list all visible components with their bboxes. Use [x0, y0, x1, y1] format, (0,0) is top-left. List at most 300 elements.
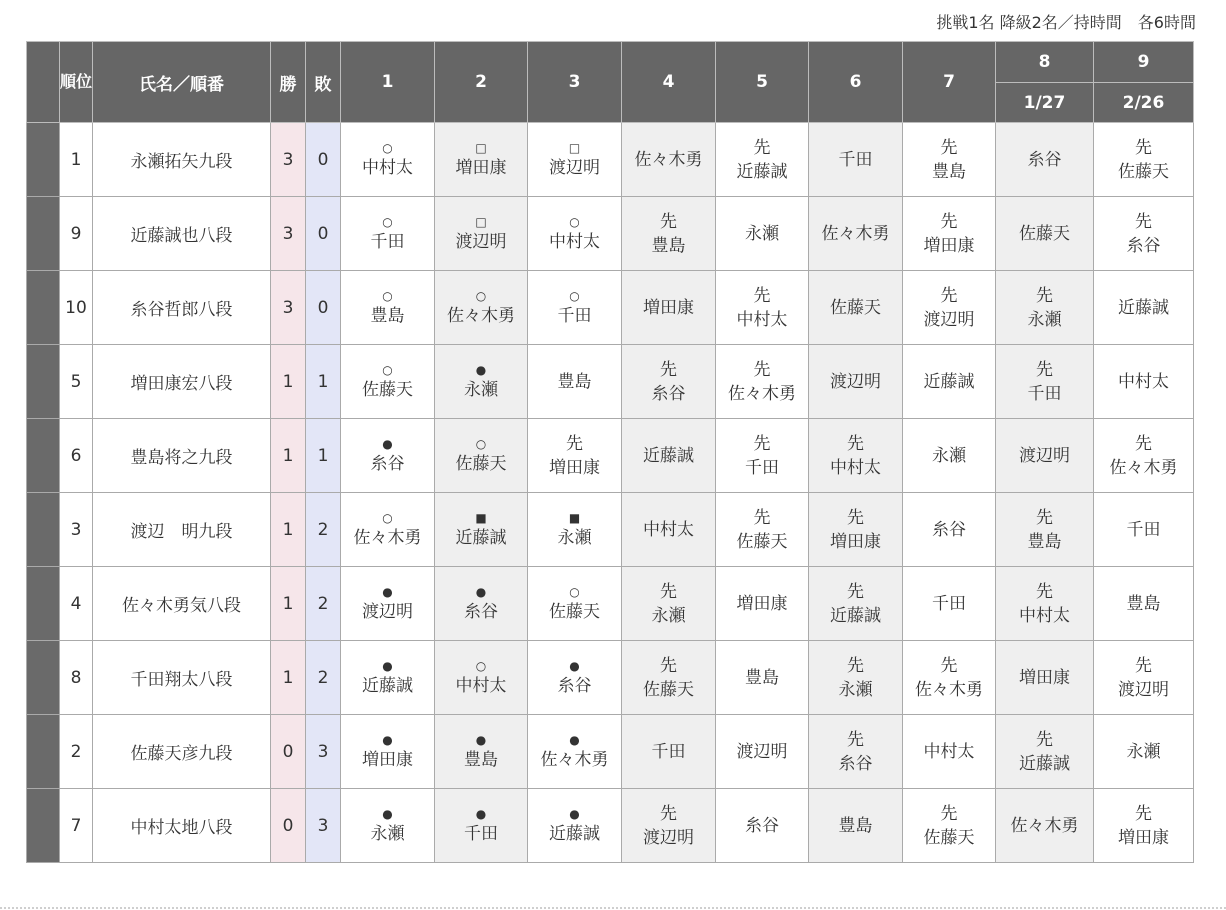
losses-cell: 1 — [306, 345, 341, 419]
game-cell — [716, 271, 809, 345]
first-move-marker: 先 — [940, 211, 958, 232]
game-cell — [716, 197, 809, 271]
game-cell — [528, 123, 622, 197]
losses-cell: 1 — [306, 419, 341, 493]
game-cell — [996, 419, 1094, 493]
game-cell — [1094, 493, 1194, 567]
first-move-marker: 先 — [660, 211, 677, 232]
game-cell — [435, 271, 528, 345]
opponent-name: 佐藤天 — [830, 297, 881, 318]
table-row — [27, 567, 1194, 641]
game-cell — [716, 789, 809, 863]
header-round-9: 9 — [1094, 42, 1194, 83]
game-cell — [1094, 567, 1194, 641]
result-symbol: ● — [475, 362, 487, 377]
row-marker — [27, 419, 60, 493]
wins-cell: 0 — [271, 789, 306, 863]
player-name: 渡辺 明九段 — [93, 493, 271, 567]
opponent-name: 千田 — [932, 593, 966, 614]
first-move-marker: 先 — [847, 655, 864, 676]
player-name: 千田翔太八段 — [93, 641, 271, 715]
game-cell — [716, 493, 809, 567]
game-cell — [341, 715, 435, 789]
opponent-name: 渡辺明 — [736, 741, 788, 762]
opponent-name: 永瀬 — [838, 679, 873, 700]
footer-divider — [0, 907, 1226, 909]
result-symbol: ● — [382, 436, 393, 451]
game-cell — [341, 789, 435, 863]
opponent-name: 近藤誠 — [736, 161, 788, 182]
game-cell — [809, 345, 903, 419]
table-row — [27, 493, 1194, 567]
row-marker — [27, 123, 60, 197]
opponent-name: 豊島 — [745, 667, 779, 688]
result-symbol: ● — [382, 658, 393, 673]
opponent-name: 豊島 — [1027, 531, 1062, 552]
game-cell — [341, 345, 435, 419]
result-symbol: ● — [475, 584, 487, 599]
game-cell — [809, 197, 903, 271]
game-cell — [903, 197, 996, 271]
row-marker — [27, 789, 60, 863]
header-round-7: 7 — [903, 42, 996, 123]
wins-cell: 1 — [271, 419, 306, 493]
opponent-name: 糸谷 — [838, 753, 873, 774]
rank-cell: 1 — [60, 123, 93, 197]
opponent-name: 佐々木勇 — [540, 749, 609, 770]
opponent-name: 近藤誠 — [455, 527, 507, 548]
result-symbol: ● — [382, 584, 393, 599]
opponent-name: 増田康 — [830, 531, 881, 552]
game-cell — [1094, 789, 1194, 863]
opponent-name: 豊島 — [1126, 593, 1161, 614]
first-move-marker: 先 — [940, 285, 958, 306]
first-move-marker: 先 — [1036, 729, 1053, 750]
game-cell — [622, 493, 716, 567]
first-move-marker: 先 — [660, 359, 677, 380]
game-cell — [341, 271, 435, 345]
opponent-name: 佐々木勇 — [634, 149, 703, 170]
wins-cell: 1 — [271, 641, 306, 715]
result-symbol: ■ — [568, 510, 581, 525]
opponent-name: 佐藤天 — [1118, 161, 1169, 182]
table-row — [27, 271, 1194, 345]
wins-cell: 3 — [271, 123, 306, 197]
game-cell — [435, 493, 528, 567]
result-symbol: ○ — [382, 140, 393, 155]
table-row — [27, 715, 1194, 789]
opponent-name: 糸谷 — [651, 383, 686, 404]
opponent-name: 中村太 — [549, 231, 600, 252]
result-symbol: ○ — [569, 214, 580, 229]
game-cell — [996, 493, 1094, 567]
game-cell — [341, 197, 435, 271]
game-cell — [809, 271, 903, 345]
result-symbol: ○ — [475, 288, 487, 303]
game-cell — [809, 493, 903, 567]
opponent-name: 永瀬 — [651, 605, 686, 626]
player-name: 佐々木勇気八段 — [93, 567, 271, 641]
opponent-name: 佐々木勇 — [1010, 815, 1079, 836]
opponent-name: 糸谷 — [464, 601, 498, 622]
opponent-name: 豊島 — [464, 749, 498, 770]
first-move-marker: 先 — [1135, 211, 1152, 232]
game-cell — [809, 641, 903, 715]
game-cell — [435, 567, 528, 641]
opponent-name: 千田 — [1027, 383, 1062, 404]
header-round-6: 6 — [809, 42, 903, 123]
opponent-name: 千田 — [838, 149, 873, 170]
opponent-name: 増田康 — [1019, 667, 1070, 688]
first-move-marker: 先 — [660, 803, 677, 824]
opponent-name: 中村太 — [830, 457, 881, 478]
opponent-name: 糸谷 — [745, 815, 779, 836]
game-cell — [528, 419, 622, 493]
game-cell — [622, 123, 716, 197]
first-move-marker: 先 — [1135, 655, 1152, 676]
table-row — [27, 419, 1194, 493]
game-cell — [1094, 345, 1194, 419]
game-cell — [809, 789, 903, 863]
opponent-name: 永瀬 — [932, 445, 966, 466]
game-cell — [435, 789, 528, 863]
result-symbol: ● — [569, 732, 580, 747]
game-cell — [528, 345, 622, 419]
result-symbol: ● — [382, 732, 393, 747]
opponent-name: 佐藤天 — [1019, 223, 1070, 244]
game-cell — [716, 641, 809, 715]
game-cell — [1094, 271, 1194, 345]
game-cell — [435, 123, 528, 197]
game-cell — [1094, 419, 1194, 493]
opponent-name: 佐藤天 — [736, 531, 788, 552]
header-rank: 順位 — [60, 42, 93, 123]
result-symbol: □ — [568, 140, 581, 155]
game-cell — [622, 197, 716, 271]
first-move-marker: 先 — [847, 729, 864, 750]
table-row — [27, 641, 1194, 715]
losses-cell: 2 — [306, 641, 341, 715]
header-losses: 敗 — [306, 42, 341, 123]
first-move-marker: 先 — [940, 137, 958, 158]
result-symbol: ○ — [569, 288, 580, 303]
opponent-name: 増田康 — [736, 593, 788, 614]
game-cell — [435, 419, 528, 493]
rank-cell: 9 — [60, 197, 93, 271]
losses-cell: 2 — [306, 567, 341, 641]
header-wins: 勝 — [271, 42, 306, 123]
table-row — [27, 123, 1194, 197]
game-cell — [528, 715, 622, 789]
game-cell — [435, 715, 528, 789]
opponent-name: 近藤誠 — [549, 823, 600, 844]
first-move-marker: 先 — [1135, 803, 1152, 824]
opponent-name: 永瀬 — [370, 823, 405, 844]
player-name: 佐藤天彦九段 — [93, 715, 271, 789]
row-marker — [27, 345, 60, 419]
rank-cell: 10 — [60, 271, 93, 345]
opponent-name: 近藤誠 — [830, 605, 881, 626]
result-symbol: ○ — [569, 584, 580, 599]
game-cell — [903, 345, 996, 419]
opponent-name: 佐藤天 — [362, 379, 413, 400]
wins-cell: 3 — [271, 197, 306, 271]
game-cell — [996, 271, 1094, 345]
result-symbol: ○ — [382, 288, 393, 303]
opponent-name: 中村太 — [1019, 605, 1070, 626]
first-move-marker: 先 — [847, 507, 864, 528]
opponent-name: 糸谷 — [370, 453, 405, 474]
game-cell — [903, 641, 996, 715]
row-marker — [27, 567, 60, 641]
header-round-1: 1 — [341, 42, 435, 123]
wins-cell: 0 — [271, 715, 306, 789]
game-cell — [903, 123, 996, 197]
game-cell — [716, 123, 809, 197]
opponent-name: 千田 — [464, 823, 498, 844]
first-move-marker: 先 — [753, 137, 771, 158]
game-cell — [341, 567, 435, 641]
opponent-name: 豊島 — [932, 161, 966, 182]
player-name: 中村太地八段 — [93, 789, 271, 863]
player-name: 糸谷哲郎八段 — [93, 271, 271, 345]
game-cell — [622, 567, 716, 641]
wins-cell: 1 — [271, 567, 306, 641]
game-cell — [996, 789, 1094, 863]
first-move-marker: 先 — [1135, 433, 1152, 454]
game-cell — [341, 493, 435, 567]
player-name: 増田康宏八段 — [93, 345, 271, 419]
opponent-name: 中村太 — [1118, 371, 1169, 392]
opponent-name: 千田 — [745, 457, 779, 478]
result-symbol: ● — [569, 658, 580, 673]
game-cell — [809, 123, 903, 197]
game-cell — [716, 419, 809, 493]
result-symbol: □ — [475, 214, 487, 229]
header-round-2: 2 — [435, 42, 528, 123]
opponent-name: 佐藤天 — [923, 827, 975, 848]
opponent-name: 糸谷 — [932, 519, 966, 540]
row-marker — [27, 641, 60, 715]
opponent-name: 佐藤天 — [643, 679, 694, 700]
first-move-marker: 先 — [753, 507, 771, 528]
game-cell — [341, 419, 435, 493]
losses-cell: 0 — [306, 197, 341, 271]
result-symbol: ○ — [382, 510, 393, 525]
result-symbol: ○ — [475, 436, 487, 451]
losses-cell: 2 — [306, 493, 341, 567]
row-marker — [27, 271, 60, 345]
game-cell — [1094, 715, 1194, 789]
game-cell — [716, 567, 809, 641]
opponent-name: 中村太 — [736, 309, 788, 330]
game-cell — [809, 419, 903, 493]
opponent-name: 中村太 — [643, 519, 694, 540]
opponent-name: 増田康 — [549, 457, 600, 478]
opponent-name: 佐々木勇 — [353, 527, 422, 548]
game-cell — [1094, 197, 1194, 271]
game-cell — [996, 715, 1094, 789]
opponent-name: 豊島 — [557, 371, 592, 392]
game-cell — [435, 345, 528, 419]
header-mark — [27, 42, 60, 123]
opponent-name: 増田康 — [643, 297, 694, 318]
losses-cell: 3 — [306, 789, 341, 863]
game-cell — [528, 789, 622, 863]
first-move-marker: 先 — [660, 655, 677, 676]
game-cell — [996, 123, 1094, 197]
opponent-name: 佐々木勇 — [447, 305, 515, 326]
game-cell — [622, 419, 716, 493]
opponent-name: 近藤誠 — [643, 445, 694, 466]
first-move-marker: 先 — [847, 581, 864, 602]
game-cell — [528, 493, 622, 567]
rank-cell: 6 — [60, 419, 93, 493]
league-table — [26, 41, 1194, 863]
losses-cell: 3 — [306, 715, 341, 789]
league-caption: 挑戦1名 降級2名／持時間 各6時間 — [936, 13, 1196, 32]
game-cell — [996, 345, 1094, 419]
opponent-name: 佐藤天 — [549, 601, 600, 622]
table-row — [27, 345, 1194, 419]
wins-cell: 1 — [271, 493, 306, 567]
game-cell — [903, 493, 996, 567]
opponent-name: 豊島 — [370, 305, 405, 326]
player-name: 近藤誠也八段 — [93, 197, 271, 271]
first-move-marker: 先 — [566, 433, 583, 454]
opponent-name: 渡辺明 — [923, 309, 975, 330]
opponent-name: 増田康 — [1118, 827, 1169, 848]
first-move-marker: 先 — [1036, 507, 1053, 528]
result-symbol: ● — [475, 806, 487, 821]
game-cell — [528, 567, 622, 641]
opponent-name: 中村太 — [455, 675, 507, 696]
opponent-name: 千田 — [651, 741, 686, 762]
game-cell — [996, 641, 1094, 715]
game-cell — [528, 641, 622, 715]
row-marker — [27, 197, 60, 271]
opponent-name: 近藤誠 — [1118, 297, 1169, 318]
opponent-name: 増田康 — [923, 235, 975, 256]
first-move-marker: 先 — [1036, 285, 1053, 306]
opponent-name: 豊島 — [838, 815, 873, 836]
result-symbol: □ — [475, 140, 487, 155]
first-move-marker: 先 — [1135, 137, 1152, 158]
game-cell — [435, 197, 528, 271]
wins-cell: 1 — [271, 345, 306, 419]
game-cell — [435, 641, 528, 715]
header-name: 氏名／順番 — [93, 42, 271, 123]
opponent-name: 近藤誠 — [923, 371, 975, 392]
opponent-name: 永瀬 — [464, 379, 498, 400]
opponent-name: 渡辺明 — [1118, 679, 1169, 700]
game-cell — [996, 567, 1094, 641]
player-name: 豊島将之九段 — [93, 419, 271, 493]
result-symbol: ● — [475, 732, 487, 747]
opponent-name: 佐々木勇 — [821, 223, 890, 244]
opponent-name: 近藤誠 — [1019, 753, 1070, 774]
rank-cell: 5 — [60, 345, 93, 419]
game-cell — [903, 419, 996, 493]
game-cell — [1094, 641, 1194, 715]
game-cell — [716, 345, 809, 419]
game-cell — [903, 271, 996, 345]
game-cell — [622, 271, 716, 345]
result-symbol: ○ — [382, 214, 393, 229]
opponent-name: 千田 — [557, 305, 592, 326]
opponent-name: 近藤誠 — [362, 675, 413, 696]
game-cell — [996, 197, 1094, 271]
result-symbol: ● — [569, 806, 580, 821]
losses-cell: 0 — [306, 271, 341, 345]
opponent-name: 増田康 — [455, 157, 507, 178]
game-cell — [1094, 123, 1194, 197]
game-cell — [903, 789, 996, 863]
game-cell — [622, 345, 716, 419]
game-cell — [622, 789, 716, 863]
opponent-name: 糸谷 — [1027, 149, 1062, 170]
game-cell — [903, 715, 996, 789]
header-date-9: 2/26 — [1094, 83, 1194, 123]
first-move-marker: 先 — [940, 655, 958, 676]
opponent-name: 佐々木勇 — [915, 679, 983, 700]
game-cell — [903, 567, 996, 641]
opponent-name: 渡辺明 — [455, 231, 507, 252]
rank-cell: 8 — [60, 641, 93, 715]
opponent-name: 増田康 — [362, 749, 413, 770]
first-move-marker: 先 — [753, 359, 771, 380]
rank-cell: 4 — [60, 567, 93, 641]
opponent-name: 佐々木勇 — [1109, 457, 1178, 478]
opponent-name: 渡辺明 — [830, 371, 881, 392]
game-cell — [528, 271, 622, 345]
first-move-marker: 先 — [753, 285, 771, 306]
header-round-3: 3 — [528, 42, 622, 123]
table-row — [27, 789, 1194, 863]
game-cell — [716, 715, 809, 789]
opponent-name: 渡辺明 — [643, 827, 694, 848]
first-move-marker: 先 — [1036, 581, 1053, 602]
result-symbol: ■ — [475, 510, 487, 525]
header-round-4: 4 — [622, 42, 716, 123]
opponent-name: 千田 — [1126, 519, 1161, 540]
opponent-name: 豊島 — [651, 235, 686, 256]
first-move-marker: 先 — [1036, 359, 1053, 380]
first-move-marker: 先 — [847, 433, 864, 454]
opponent-name: 千田 — [370, 231, 405, 252]
losses-cell: 0 — [306, 123, 341, 197]
header-round-5: 5 — [716, 42, 809, 123]
header-round-8: 8 — [996, 42, 1094, 83]
player-name: 永瀬拓矢九段 — [93, 123, 271, 197]
opponent-name: 永瀬 — [745, 223, 779, 244]
opponent-name: 渡辺明 — [362, 601, 413, 622]
header-date-8: 1/27 — [996, 83, 1094, 123]
game-cell — [341, 641, 435, 715]
opponent-name: 佐々木勇 — [728, 383, 796, 404]
opponent-name: 糸谷 — [557, 675, 592, 696]
first-move-marker: 先 — [940, 803, 958, 824]
rank-cell: 3 — [60, 493, 93, 567]
game-cell — [622, 715, 716, 789]
game-cell — [528, 197, 622, 271]
game-cell — [809, 715, 903, 789]
opponent-name: 中村太 — [362, 157, 413, 178]
table-row — [27, 197, 1194, 271]
rank-cell: 7 — [60, 789, 93, 863]
opponent-name: 渡辺明 — [549, 157, 600, 178]
result-symbol: ○ — [475, 658, 487, 673]
